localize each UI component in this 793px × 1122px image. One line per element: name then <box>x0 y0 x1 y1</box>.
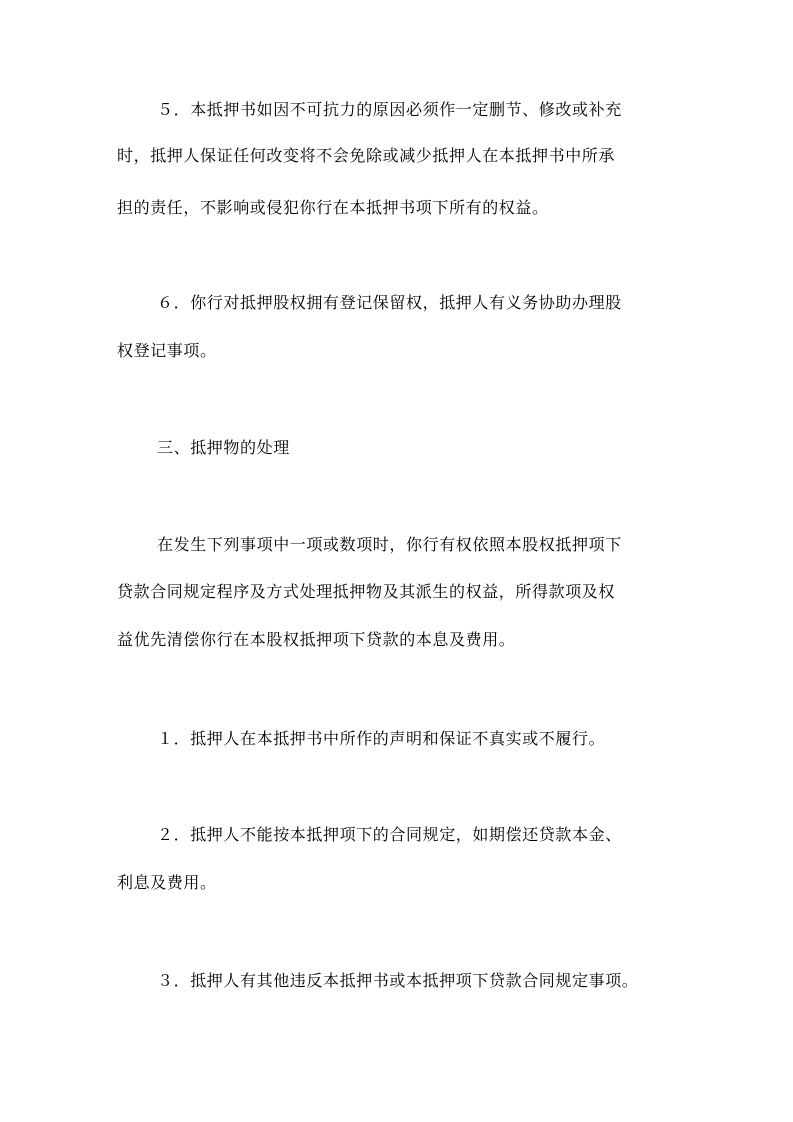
section-3-intro-line-1: 在发生下列事项中一项或数项时，你行有权依照本股权抵押项下 <box>157 535 622 554</box>
section-3-intro-line-2: 贷款合同规定程序及方式处理抵押物及其派生的权益，所得款项及权 <box>117 582 616 601</box>
clause-5-line-3: 担的责任，不影响或侵犯你行在本抵押书项下所有的权益。 <box>117 198 549 217</box>
clause-5-line-2: 时，抵押人保证任何改变将不会免除或减少抵押人在本抵押书中所承 <box>117 146 616 165</box>
clause-5-line-1: ５．本抵押书如因不可抗力的原因必须作一定删节、修改或补充 <box>157 100 622 119</box>
section-3-heading: 三、抵押物的处理 <box>157 438 290 457</box>
section-3-intro-line-3: 益优先清偿你行在本股权抵押项下贷款的本息及费用。 <box>117 630 516 649</box>
item-2-line-1: ２．抵押人不能按本抵押项下的合同规定，如期偿还贷款本金、 <box>157 825 622 844</box>
clause-6-line-2: 权登记事项。 <box>117 341 217 360</box>
item-1-line-1: １．抵押人在本抵押书中所作的声明和保证不真实或不履行。 <box>157 729 606 748</box>
item-2-line-2: 利息及费用。 <box>117 873 217 892</box>
item-3-line-1: ３．抵押人有其他违反本抵押书或本抵押项下贷款合同规定事项。 <box>157 971 639 990</box>
clause-6-line-1: ６．你行对抵押股权拥有登记保留权，抵押人有义务协助办理股 <box>157 293 622 312</box>
